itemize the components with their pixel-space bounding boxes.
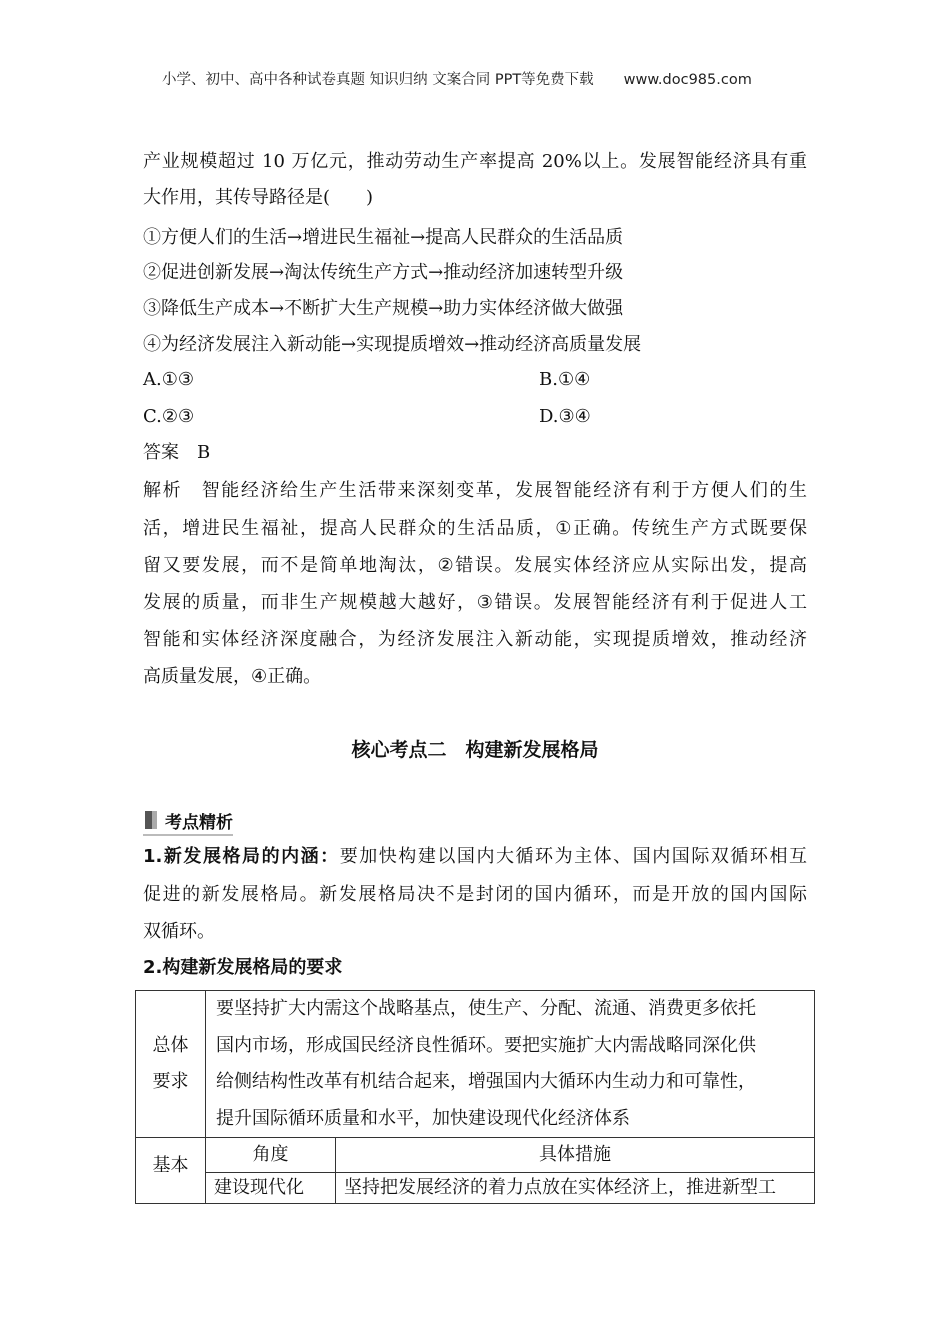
cell-line: 给侧结构性改革有机结合起来，增强国内大循环内生动力和可靠性，	[216, 1071, 756, 1092]
answer-value: B	[197, 442, 211, 463]
point2-heading: 2.构建新发展格局的要求	[143, 957, 343, 978]
heading-marker-icon	[145, 811, 157, 829]
point1-line: 促进的新发展格局。新发展格局决不是封闭的国内循环，而是开放的国内国际	[143, 884, 807, 905]
point1-line	[143, 845, 807, 869]
cell-line: 要坚持扩大内需这个战略基点，使生产、分配、流通、消费更多依托	[216, 998, 756, 1019]
point1-text: 要加快构建以国内大循环为主体、国内国际双循环相互	[339, 846, 807, 867]
header-url[interactable]: www.doc985.com	[623, 72, 752, 88]
analysis-line	[143, 479, 807, 503]
option-statement: ②促进创新发展→淘汰传统生产方式→推动经济加速转型升级	[143, 262, 624, 283]
answer-label: 答案	[143, 442, 179, 463]
choice-c: C.②③	[143, 406, 195, 427]
table-row	[136, 991, 815, 1138]
analysis-line: 留又要发展，而不是简单地淘汰，②错误。发展实体经济应从实际出发，提高	[143, 555, 807, 576]
question-line: 大作用，其传导路径是( )	[143, 187, 374, 208]
choice-b: B.①④	[539, 369, 591, 390]
answer	[143, 441, 210, 465]
option-statement: ④为经济发展注入新动能→实现提质增效→推动经济高质量发展	[143, 334, 642, 355]
table-row	[136, 1138, 815, 1173]
cell-measure: 坚持把发展经济的着力点放在实体经济上，推进新型工	[336, 1173, 815, 1204]
section-title: 核心考点二 构建新发展格局	[351, 739, 599, 761]
row-content	[206, 991, 815, 1138]
option-statement: ①方便人们的生活→增进民生福祉→提高人民群众的生活品质	[143, 227, 624, 248]
analysis-line: 高质量发展，④正确。	[143, 666, 322, 687]
analysis-line: 发展的质量，而非生产规模越大越好，③错误。发展智能经济有利于促进人工	[143, 592, 807, 613]
cell-angle: 建设现代化	[206, 1173, 336, 1204]
table-row	[136, 1173, 815, 1204]
cell-line: 提升国际循环质量和水平，加快建设现代化经济体系	[216, 1107, 630, 1129]
analysis-text: 智能经济给生产生活带来深刻变革，发展智能经济有利于方便人们的生	[201, 480, 808, 501]
analysis-label: 解析	[143, 480, 183, 501]
row-head: 基本	[136, 1138, 206, 1204]
cell-line: 国内市场，形成国民经济良性循环。要把实施扩大内需战略同深化供	[216, 1034, 756, 1056]
subsection-heading	[143, 808, 233, 836]
choice-a: A.①③	[143, 369, 194, 390]
column-header-angle: 角度	[206, 1138, 336, 1173]
analysis-line: 智能和实体经济深度融合，为经济发展注入新动能，实现提质增效，推动经济	[143, 629, 807, 650]
requirements-table	[135, 990, 815, 1204]
column-header-measures: 具体措施	[336, 1138, 815, 1173]
option-statement: ③降低生产成本→不断扩大生产规模→助力实体经济做大做强	[143, 298, 624, 319]
question-line: 产业规模超过 10 万亿元，推动劳动生产率提高 20%以上。发展智能经济具有重	[143, 151, 807, 172]
row-head: 总体要求	[136, 991, 206, 1138]
header-text: 小学、初中、高中各种试卷真题 知识归纳 文案合同 PPT等免费下载	[162, 72, 594, 88]
point1-line: 双循环。	[143, 921, 215, 942]
point1-label: 1.新发展格局的内涵：	[143, 846, 340, 867]
subsection-label: 考点精析	[165, 813, 233, 833]
analysis-line: 活，增进民生福祉，提高人民群众的生活品质，①正确。传统生产方式既要保	[143, 518, 807, 539]
choice-d: D.③④	[539, 406, 591, 427]
page-header	[162, 68, 752, 89]
